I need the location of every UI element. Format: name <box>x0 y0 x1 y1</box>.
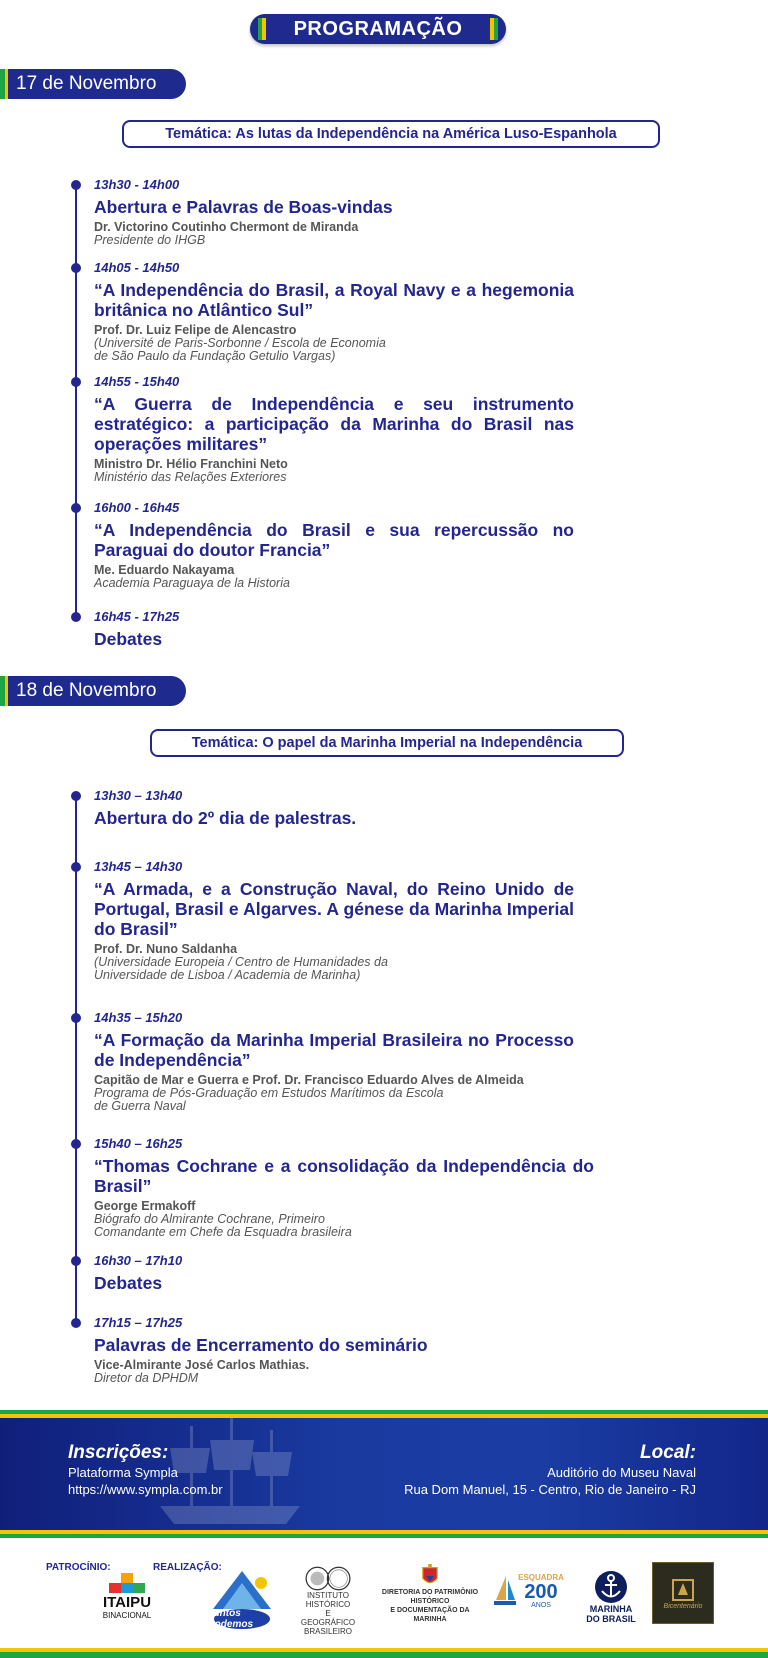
location-venue: Auditório do Museu Naval <box>547 1465 696 1480</box>
location-label: Local: <box>640 1442 696 1463</box>
anchor-icon <box>594 1570 628 1604</box>
dphdm-line1: DIRETORIA DO PATRIMÔNIO HISTÓRICO <box>381 1589 479 1605</box>
location-block <box>404 1442 696 1498</box>
ihgb-line1: INSTITUTO HISTÓRICO <box>305 1591 351 1609</box>
item-speaker: Me. Eduardo Nakayama <box>94 563 235 577</box>
timeline-dot <box>71 1256 81 1266</box>
schedule-item <box>94 1315 574 1385</box>
timeline-dot <box>71 612 81 622</box>
item-title: “Thomas Cochrane e a consolidação da Independência do Brasil” <box>94 1156 594 1196</box>
item-time: 16h30 – 17h10 <box>94 1253 183 1268</box>
item-speaker: Prof. Dr. Luiz Felipe de Alencastro <box>94 323 297 337</box>
item-title: Debates <box>94 629 163 649</box>
item-title: “A Armada, e a Construção Naval, do Reino Unido de Portugal, Brasil e Algarves. A génese da Marinha Imperial do Brasil” <box>94 879 574 939</box>
registration-url[interactable]: https://www.sympla.com.br <box>68 1482 223 1497</box>
item-time: 14h35 – 15h20 <box>94 1010 183 1025</box>
item-affiliation: Ministério das Relações Exteriores <box>94 470 287 484</box>
item-time: 17h15 – 17h25 <box>94 1315 183 1330</box>
item-title: Debates <box>94 1273 163 1293</box>
date-label-day2: 18 de Novembro <box>0 676 186 706</box>
item-affiliation: Academia Paraguaya de la Historia <box>94 576 290 590</box>
item-time: 13h45 – 14h30 <box>94 859 183 874</box>
ihgb-seal-icon <box>291 1566 365 1591</box>
juntos-podemos-logo <box>208 1568 276 1634</box>
schedule-item <box>94 609 574 649</box>
itaipu-logo <box>94 1568 160 1624</box>
dphdm-logo <box>380 1564 480 1624</box>
item-title: “A Formação da Marinha Imperial Brasileira no Processo de Independência” <box>94 1030 574 1070</box>
timeline-dot <box>71 791 81 801</box>
schedule-item <box>94 260 574 363</box>
sailboat-icon <box>494 1574 516 1608</box>
marinha-line2: DO BRASIL <box>586 1614 636 1624</box>
itaipu-subtitle: BINACIONAL <box>102 1610 152 1620</box>
sponsorship-label: PATROCÍNIO: <box>46 1562 111 1573</box>
timeline-dot <box>71 862 81 872</box>
schedule-item <box>94 859 574 982</box>
item-speaker: Dr. Victorino Coutinho Chermont de Miranda <box>94 220 359 234</box>
item-title: Abertura do 2º dia de palestras. <box>94 808 357 828</box>
schedule-item <box>94 1253 574 1293</box>
item-time: 16h00 - 16h45 <box>94 500 180 515</box>
schedule-item <box>94 500 574 590</box>
timeline-dot <box>71 1139 81 1149</box>
esquadra-line2: 200 <box>524 1581 558 1603</box>
organization-label: REALIZAÇÃO: <box>153 1562 222 1573</box>
location-address: Rua Dom Manuel, 15 - Centro, Rio de Janeiro - RJ <box>404 1482 696 1497</box>
item-time: 15h40 – 16h25 <box>94 1136 183 1151</box>
esquadra-line3: ANOS <box>531 1602 551 1609</box>
esquadra-line1: ESQUADRA <box>518 1573 564 1582</box>
item-affiliation: Programa de Pós-Graduação em Estudos Marítimos da Escola de Guerra Naval <box>94 1086 444 1113</box>
stripe-green <box>0 1652 768 1658</box>
timeline-line-day1 <box>75 184 77 616</box>
item-time: 13h30 – 13h40 <box>94 788 183 803</box>
juntos-podemos-name: Juntos Podemos <box>208 1608 254 1630</box>
schedule-item <box>94 788 574 828</box>
item-affiliation: Diretor da DPHDM <box>94 1371 199 1385</box>
bicentenario-emblem-icon <box>670 1577 696 1603</box>
schedule-item <box>94 1010 574 1113</box>
info-banner <box>0 1418 768 1530</box>
item-time: 14h55 - 15h40 <box>94 374 180 389</box>
schedule-item <box>94 374 574 484</box>
timeline-dot <box>71 503 81 513</box>
item-affiliation: Presidente do IHGB <box>94 233 206 247</box>
registration-block <box>68 1442 223 1498</box>
ihgb-line2: E <box>325 1609 331 1618</box>
marinha-line1: MARINHA <box>589 1604 633 1614</box>
item-title: Palavras de Encerramento do seminário <box>94 1335 428 1355</box>
timeline-dot <box>71 180 81 190</box>
item-affiliation: Biógrafo do Almirante Cochrane, Primeiro Comandante em Chefe da Esquadra brasileira <box>94 1212 352 1239</box>
item-speaker: Vice-Almirante José Carlos Mathias. <box>94 1358 310 1372</box>
page-title: PROGRAMAÇÃO <box>250 14 506 44</box>
item-affiliation: (Universidade Europeia / Centro de Humanidades da Universidade de Lisboa / Academia de Marinha) <box>94 955 388 982</box>
dphdm-crest-icon <box>415 1564 445 1588</box>
theme-box-day1: Temática: As lutas da Independência na América Luso-Espanhola <box>122 120 660 148</box>
timeline-dot <box>71 1318 81 1328</box>
ihgb-logo <box>288 1566 368 1636</box>
timeline-line-day2 <box>75 796 77 1324</box>
itaipu-emblem-icon <box>107 1573 147 1595</box>
stripe-green <box>0 1534 768 1538</box>
dphdm-line2: E DOCUMENTAÇÃO DA MARINHA <box>390 1607 470 1623</box>
item-time: 13h30 - 14h00 <box>94 177 180 192</box>
item-time: 16h45 - 17h25 <box>94 609 180 624</box>
item-title: “A Independência do Brasil e sua repercussão no Paraguai do doutor Francia” <box>94 520 574 560</box>
item-title: “A Guerra de Independência e seu instrumento estratégico: a participação da Marinha do Brasil nas operações militares” <box>94 394 574 454</box>
ihgb-line3: GEOGRÁFICO BRASILEIRO <box>300 1618 356 1636</box>
bicentenario-logo <box>652 1562 714 1624</box>
schedule-item <box>94 1136 594 1239</box>
marinha-logo <box>586 1566 636 1628</box>
item-speaker: Prof. Dr. Nuno Saldanha <box>94 942 238 956</box>
timeline-dot <box>71 377 81 387</box>
item-title: “A Independência do Brasil, a Royal Navy e a hegemonia britânica no Atlântico Sul” <box>94 280 574 320</box>
itaipu-name: ITAIPU <box>102 1593 152 1611</box>
bicentenario-text: Bicentenário <box>663 1602 703 1610</box>
registration-label: Inscrições: <box>68 1442 169 1463</box>
timeline-dot <box>71 1013 81 1023</box>
theme-box-day2: Temática: O papel da Marinha Imperial na Independência <box>150 729 624 757</box>
timeline-dot <box>71 263 81 273</box>
item-title: Abertura e Palavras de Boas-vindas <box>94 197 393 217</box>
item-time: 14h05 - 14h50 <box>94 260 180 275</box>
date-label-day1: 17 de Novembro <box>0 69 186 99</box>
item-speaker: Ministro Dr. Hélio Franchini Neto <box>94 457 288 471</box>
registration-platform: Plataforma Sympla <box>68 1465 178 1480</box>
schedule-item <box>94 177 574 247</box>
item-speaker: Capitão de Mar e Guerra e Prof. Dr. Francisco Eduardo Alves de Almeida <box>94 1073 524 1087</box>
item-speaker: George Ermakoff <box>94 1199 196 1213</box>
item-affiliation: (Université de Paris-Sorbonne / Escola de Economia de São Paulo da Fundação Getulio Vargas) <box>94 336 386 363</box>
esquadra-200-logo <box>488 1568 570 1614</box>
